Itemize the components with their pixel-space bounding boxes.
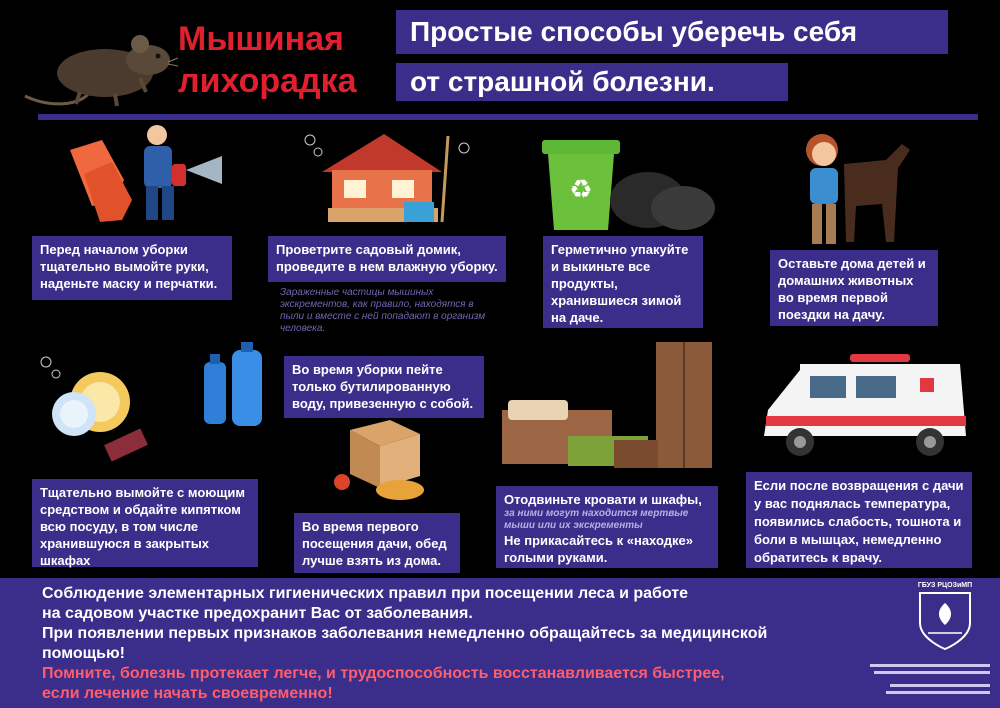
tip-ventilate-note: Зараженные частицы мышиных экскрементов, как правило, находятся в пыли и вместе с ней попадают в организм человека. — [280, 287, 486, 334]
tip-leave-home: Оставьте дома детей и домашних животных во время первой поездки на дачу. — [770, 250, 938, 326]
banner-line-3: При появлении первых признаков заболевания немедленно обращайтесь за медицинской — [42, 625, 768, 642]
house-cleaning-illustration — [292, 122, 482, 230]
food-box-illustration — [330, 420, 434, 506]
tip-bottled-water: Во время уборки пейте только бутилированную воду, привезенную с собой. — [284, 356, 484, 418]
rat-icon — [20, 18, 180, 110]
bottom-banner — [0, 578, 1000, 708]
tip-wash-hands: Перед началом уборки тщательно вымойте руки, наденьте маску и перчатки. — [32, 236, 232, 300]
tip-pack-food: Герметично упакуйте и выкиньте все продукты, хранившиеся зимой на даче. — [543, 236, 703, 328]
subtitle-line-1: Простые способы уберечь себя — [396, 10, 948, 54]
tip-lunch-home: Во время первого посещения дачи, обед лучше взять из дома. — [294, 513, 460, 573]
title-line-1: Мышиная — [178, 20, 344, 58]
dishes-icon — [36, 352, 156, 462]
banner-red-line-2: если лечение начать своевременно! — [42, 685, 333, 702]
trash-bin-icon — [538, 132, 718, 232]
lunch-box-icon — [330, 420, 434, 506]
gloves-worker-illustration — [62, 120, 232, 232]
subtitle-line-2: от страшной болезни. — [396, 63, 788, 101]
wardrobe-bed-icon — [494, 340, 716, 474]
banner-line-4: помощью! — [42, 645, 125, 662]
banner-red-line-1: Помните, болезнь протекает легче, и трудоспособность восстанавливается быстрее, — [42, 665, 725, 682]
water-bottle-icon — [196, 340, 268, 428]
trash-bin-illustration — [538, 132, 718, 232]
title-line-2: лихорадка — [178, 62, 357, 100]
ambulance-icon — [760, 350, 976, 462]
tip-ventilate: Проветрите садовый домик, проведите в нем влажную уборку. — [268, 236, 506, 282]
water-bottles-illustration — [196, 340, 268, 428]
tip-move-furniture-note: за ними могут находится мертвые мыши или их экскременты — [504, 508, 689, 531]
banner-line-2: на садовом участке предохранит Вас от заболевания. — [42, 605, 473, 622]
shield-icon — [914, 589, 976, 651]
rat-illustration — [20, 18, 180, 110]
svg-text:♻: ♻ — [569, 175, 593, 205]
house-icon — [292, 122, 482, 230]
gloves-icon — [62, 120, 232, 232]
furniture-illustration — [494, 340, 716, 474]
fine-print-placeholder — [870, 662, 996, 702]
tip-no-touch: Не прикасайтесь к «находке» голыми руками. — [504, 533, 693, 565]
emblem-label: ГБУЗ РЦОЗиМП — [917, 582, 973, 589]
emblem — [914, 582, 976, 654]
dishes-illustration — [36, 352, 156, 462]
tip-move-furniture — [496, 486, 718, 568]
child-dog-icon — [794, 124, 914, 250]
banner-line-1: Соблюдение элементарных гигиенических правил при посещении леса и работе — [42, 585, 689, 602]
fine-print — [870, 662, 996, 702]
tip-wash-dishes: Тщательно вымойте с моющим средством и обдайте кипятком всю посуду, в том числе хранившуюся в закрытых шкафах — [32, 479, 258, 567]
child-dog-illustration — [794, 124, 914, 250]
tip-see-doctor: Если после возвращения с дачи у вас поднялась температура, появились слабость, тошнота и боли в мышцах, немедленно обратитесь к врачу. — [746, 472, 972, 568]
ambulance-illustration — [760, 350, 976, 462]
tip-move-furniture-text: Отодвиньте кровати и шкафы, — [504, 492, 702, 507]
